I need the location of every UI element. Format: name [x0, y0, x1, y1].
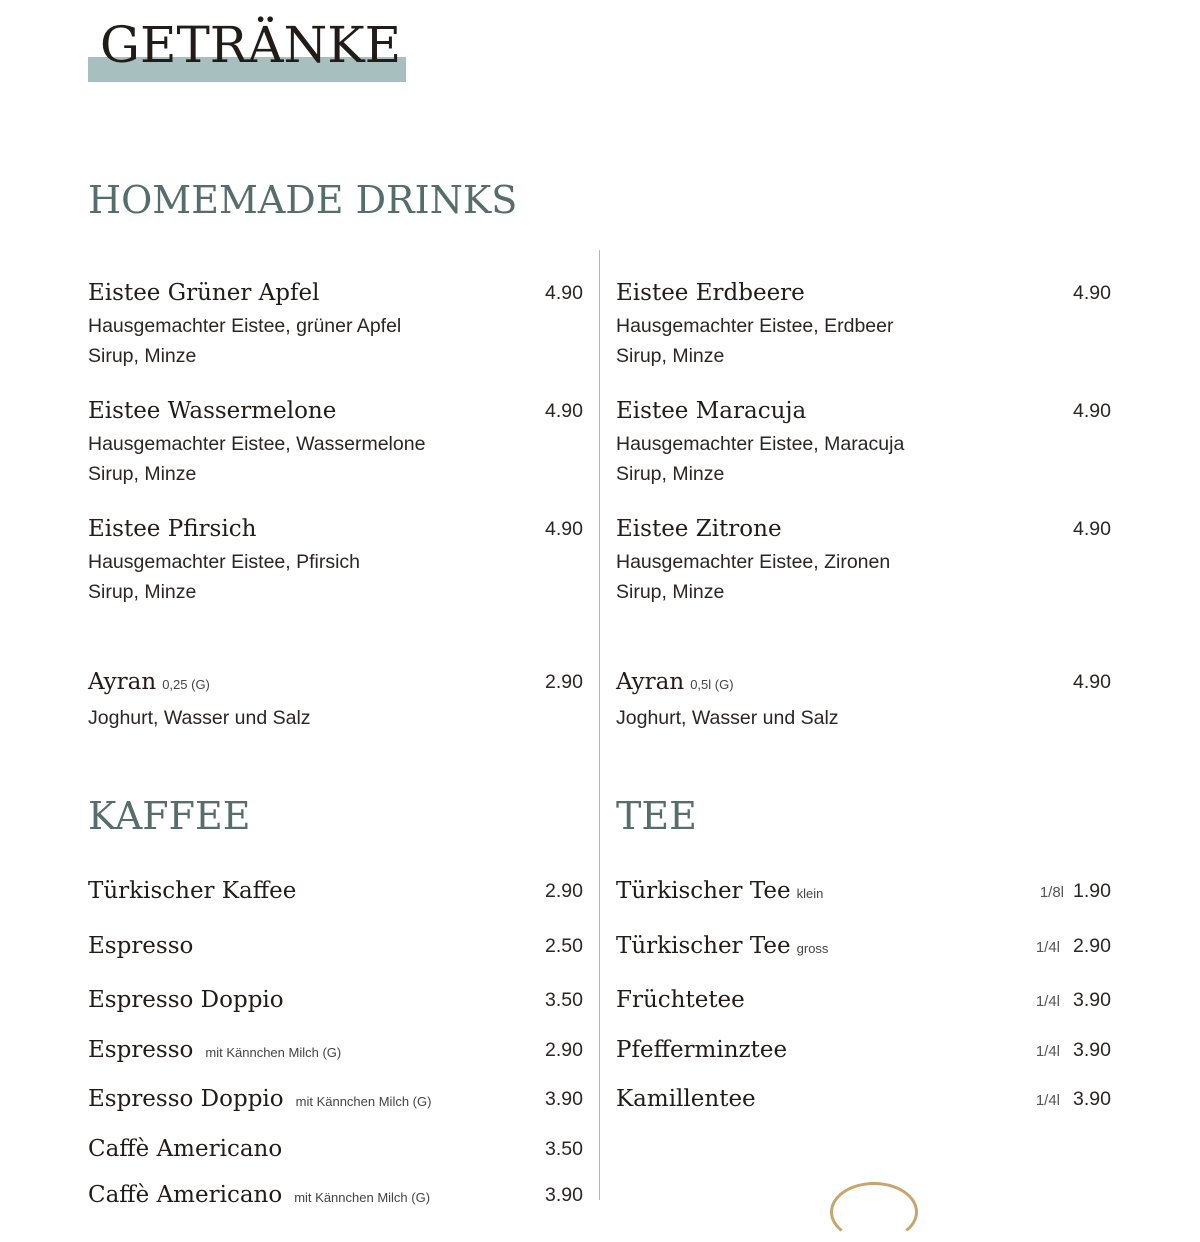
- item-description: Joghurt, Wasser und Salz: [88, 707, 311, 729]
- item-price: 2.90: [1073, 935, 1111, 957]
- menu-item-ayran-small: [88, 667, 588, 734]
- kaffee-row: [88, 931, 588, 961]
- column-divider: [599, 250, 600, 1200]
- item-price: 4.90: [1073, 518, 1111, 540]
- item-price: 3.90: [1073, 1088, 1111, 1110]
- item-price: 2.90: [545, 671, 583, 693]
- item-name: Ayran: [88, 669, 157, 695]
- item-size: 1/4l: [1035, 1092, 1060, 1109]
- item-price: 4.90: [1073, 282, 1111, 304]
- item-name: Espresso: [88, 933, 194, 959]
- kaffee-row: [88, 1084, 588, 1114]
- menu-item-ayran-large: [616, 667, 1116, 734]
- item-price: 2.90: [545, 1039, 583, 1061]
- item-name: Früchtetee: [616, 987, 745, 1013]
- item-price: 3.90: [1073, 1039, 1111, 1061]
- item-size-note: 0,5l (G): [690, 677, 734, 692]
- item-size: 1/4l: [1035, 939, 1060, 956]
- item-note: klein: [796, 886, 824, 901]
- kaffee-row: [88, 985, 588, 1015]
- menu-item: [616, 396, 1116, 489]
- item-name: Türkischer Kaffee: [88, 878, 297, 904]
- item-price: 4.90: [545, 282, 583, 304]
- item-description: Hausgemachter Eistee, Wassermelone Sirup, Minze: [88, 433, 426, 485]
- item-price: 4.90: [545, 518, 583, 540]
- kaffee-row: [88, 1035, 588, 1065]
- item-name: Ayran: [616, 669, 685, 695]
- item-size: 1/8l: [1039, 884, 1064, 901]
- kaffee-heading: KAFFEE: [88, 794, 251, 838]
- menu-item: [88, 396, 588, 489]
- tee-row: [616, 876, 1116, 906]
- item-description: Hausgemachter Eistee, Erdbeer Sirup, Minze: [616, 315, 894, 367]
- item-price: 4.90: [1073, 400, 1111, 422]
- menu-item: [88, 514, 588, 607]
- item-description: Joghurt, Wasser und Salz: [616, 707, 839, 729]
- item-name: Eistee Erdbeere: [616, 280, 805, 306]
- item-description: Hausgemachter Eistee, Pfirsich Sirup, Minze: [88, 551, 361, 603]
- item-name: Eistee Pfirsich: [88, 516, 257, 542]
- item-price: 4.90: [545, 400, 583, 422]
- tee-row: [616, 931, 1116, 961]
- logo-ring-icon: [830, 1182, 918, 1242]
- item-name-row: [88, 667, 588, 700]
- item-size-note: 0,25 (G): [162, 677, 210, 692]
- tee-row: [616, 1084, 1116, 1114]
- item-description: Hausgemachter Eistee, Maracuja Sirup, Minze: [616, 433, 905, 485]
- page-title: GETRÄNKE: [100, 16, 402, 74]
- tee-heading: TEE: [616, 794, 697, 838]
- item-name: Türkischer Tee: [616, 933, 791, 959]
- item-price: 3.90: [545, 1088, 583, 1110]
- item-price: 2.90: [545, 880, 583, 902]
- item-note: mit Kännchen Milch (G): [295, 1094, 432, 1109]
- item-price: 4.90: [1073, 671, 1111, 693]
- homemade-heading: HOMEMADE DRINKS: [88, 178, 518, 222]
- item-price: 3.50: [545, 1138, 583, 1160]
- item-name: Caffè Americano: [88, 1182, 283, 1208]
- item-name: Kamillentee: [616, 1086, 756, 1112]
- item-price: 2.50: [545, 935, 583, 957]
- page-title-block: [88, 14, 406, 84]
- kaffee-row: [88, 1134, 588, 1164]
- item-description: Hausgemachter Eistee, grüner Apfel Sirup, Minze: [88, 315, 402, 367]
- item-description: Hausgemachter Eistee, Zironen Sirup, Minze: [616, 551, 891, 603]
- item-name: Espresso Doppio: [88, 1086, 284, 1112]
- tee-row: [616, 1035, 1116, 1065]
- item-name: Eistee Grüner Apfel: [88, 280, 320, 306]
- kaffee-row: [88, 876, 588, 906]
- item-name: Espresso Doppio: [88, 987, 284, 1013]
- item-name: Pfefferminztee: [616, 1037, 788, 1063]
- menu-item: [88, 278, 588, 371]
- item-price: 1.90: [1073, 880, 1111, 902]
- item-note: gross: [796, 941, 829, 956]
- item-name: Türkischer Tee: [616, 878, 791, 904]
- item-price: 3.90: [545, 1184, 583, 1206]
- item-name-row: [616, 667, 1116, 700]
- item-note: mit Kännchen Milch (G): [294, 1190, 431, 1205]
- kaffee-row: [88, 1180, 588, 1210]
- item-name: Eistee Zitrone: [616, 516, 782, 542]
- menu-item: [616, 514, 1116, 607]
- item-size: 1/4l: [1035, 993, 1060, 1010]
- menu-item: [616, 278, 1116, 371]
- item-size: 1/4l: [1035, 1043, 1060, 1060]
- item-price: 3.90: [1073, 989, 1111, 1011]
- tee-row: [616, 985, 1116, 1015]
- item-name: Eistee Wassermelone: [88, 398, 337, 424]
- item-name: Espresso: [88, 1037, 194, 1063]
- item-name: Eistee Maracuja: [616, 398, 807, 424]
- item-price: 3.50: [545, 989, 583, 1011]
- item-name: Caffè Americano: [88, 1136, 283, 1162]
- item-note: mit Kännchen Milch (G): [205, 1045, 342, 1060]
